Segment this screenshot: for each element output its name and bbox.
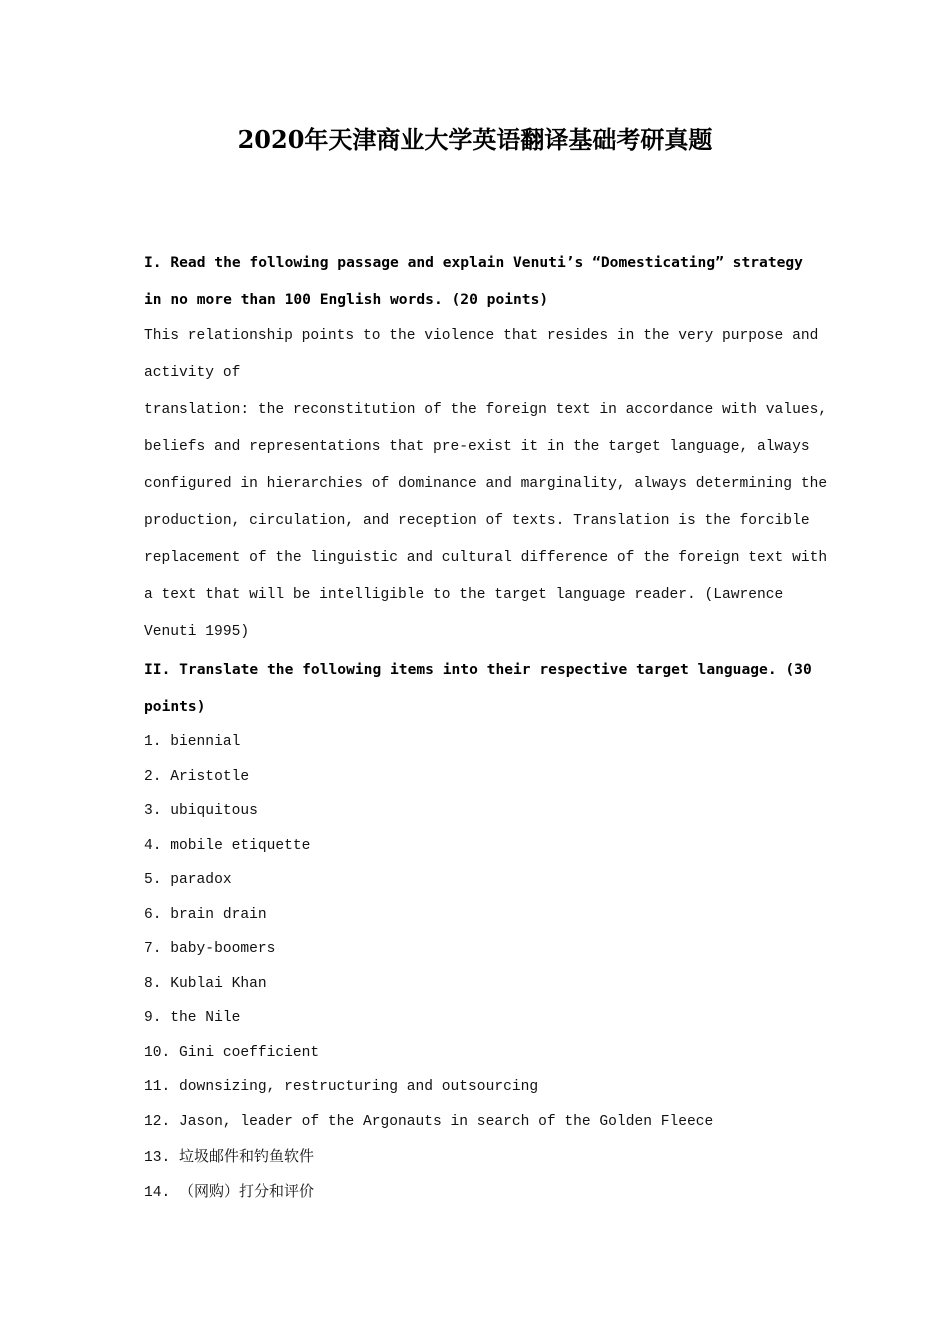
item-number: 8.	[144, 975, 162, 992]
item-text: biennial	[170, 734, 241, 750]
passage-line: replacement of the linguistic and cultural difference of the foreign text with	[144, 550, 828, 566]
item-text: downsizing, restructuring and outsourcing	[179, 1079, 539, 1095]
passage-line: translation: the reconstitution of the foreign text in accordance with values,	[144, 402, 828, 418]
passage-line: configured in hierarchies of dominance and marginality, always determining the	[144, 476, 828, 492]
list-item	[144, 863, 804, 898]
list-item	[144, 794, 804, 829]
list-item	[144, 1174, 804, 1209]
item-number: 3.	[144, 803, 162, 819]
section-1-heading-line-2: in no more than 100 English words. (20 points)	[144, 291, 549, 308]
item-text: mobile etiquette	[170, 837, 311, 854]
item-number: 9.	[144, 1010, 162, 1026]
passage-line: production, circulation, and reception of texts. Translation is the forcible	[144, 513, 810, 529]
item-number: 1.	[144, 734, 162, 750]
list-item	[144, 967, 804, 1002]
item-number: 10.	[144, 1044, 171, 1061]
item-number: 12.	[144, 1113, 171, 1130]
item-text: the Nile	[170, 1010, 241, 1026]
passage-line: beliefs and representations that pre-exist it in the target language, always	[144, 439, 810, 455]
item-number: 14.	[144, 1184, 171, 1201]
item-text: paradox	[170, 872, 232, 888]
list-item	[144, 1139, 804, 1174]
passage-line: Venuti 1995)	[144, 624, 250, 640]
item-number: 2.	[144, 768, 162, 785]
item-text: ubiquitous	[170, 803, 258, 819]
page-title: 2020年天津商业大学英语翻译基础考研真题	[237, 125, 713, 154]
item-number: 6.	[144, 906, 162, 923]
list-item	[144, 1036, 804, 1071]
list-item	[144, 829, 804, 864]
item-number: 4.	[144, 837, 162, 854]
item-number: 7.	[144, 941, 162, 957]
item-text: 垃圾邮件和钓鱼软件	[179, 1147, 315, 1165]
list-item	[144, 1001, 804, 1036]
list-item	[144, 760, 804, 795]
section-1-heading-line-1: I. Read the following passage and explain Venuti’s “Domesticating” strategy	[144, 254, 803, 271]
passage-line: a text that will be intelligible to the target language reader. (Lawrence	[144, 587, 784, 603]
section-2-heading-line-2: points)	[144, 698, 206, 715]
item-text: baby-boomers	[170, 941, 276, 957]
list-item	[144, 932, 804, 967]
section-1-passage	[144, 318, 828, 651]
translation-items-list	[144, 725, 804, 1208]
item-text: brain drain	[170, 906, 267, 923]
passage-line: This relationship points to the violence that resides in the very purpose and	[144, 328, 819, 344]
list-item	[144, 1105, 804, 1140]
list-item	[144, 1070, 804, 1105]
item-number: 11.	[144, 1079, 171, 1095]
item-text: （网购）打分和评价	[179, 1181, 315, 1200]
section-2-heading-line-1: II. Translate the following items into their respective target language. (30	[144, 661, 812, 678]
section-2-heading	[144, 651, 812, 725]
item-number: 13.	[144, 1150, 171, 1166]
item-text: Gini coefficient	[179, 1044, 320, 1061]
item-number: 5.	[144, 872, 162, 888]
item-text: Kublai Khan	[170, 975, 267, 992]
item-text: Aristotle	[170, 768, 250, 785]
document-body	[144, 244, 828, 1208]
item-text: Jason, leader of the Argonauts in search of the Golden Fleece	[179, 1113, 714, 1130]
passage-line: activity of	[144, 365, 241, 381]
list-item	[144, 898, 804, 933]
list-item	[144, 725, 804, 760]
section-1-heading	[144, 244, 804, 318]
